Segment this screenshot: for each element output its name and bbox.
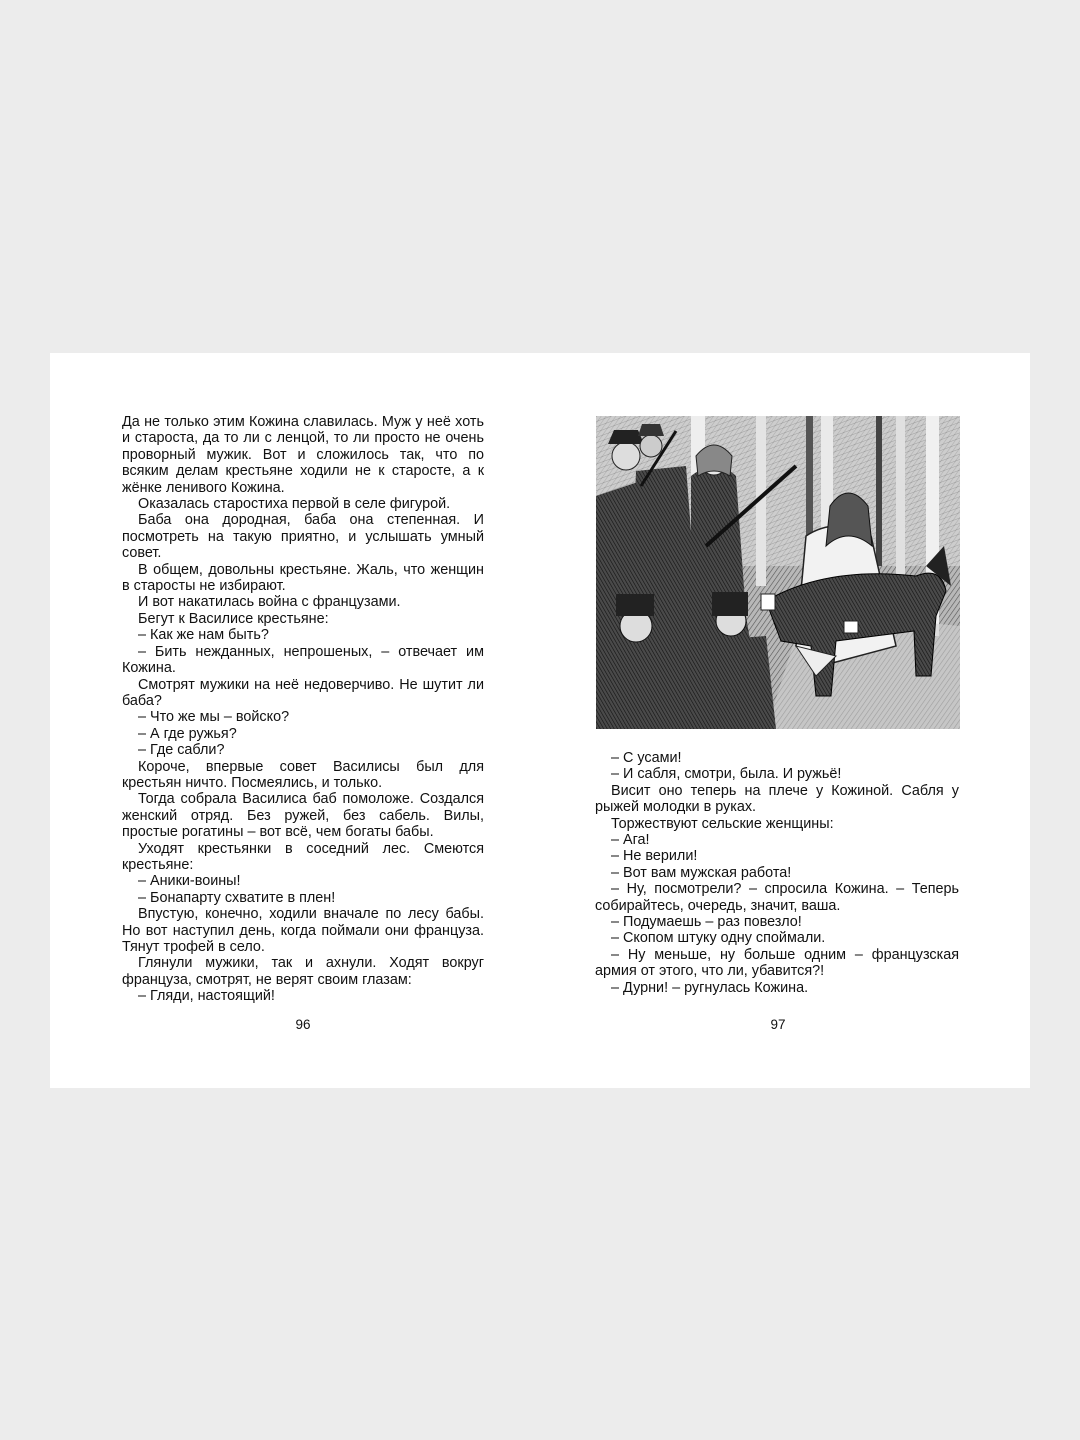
paragraph: Да не только этим Кожина славилась. Муж у неё хоть и староста, да то ли с ленцой, то ли просто не очень проворный мужик. Вот и сложилось так, что по всяким делам крестьяне ходили не к старосте, а к жёнке ленивого Кожина. xyxy=(122,414,484,496)
paragraph: – Бонапарту схватите в плен! xyxy=(138,889,336,906)
paragraph: Торжествуют сельские женщины: xyxy=(611,815,834,832)
paragraph: – Вот вам мужская работа! xyxy=(611,864,792,881)
paragraph: Баба она дородная, баба она степенная. И посмотреть на такую приятно, и услышать умный совет. xyxy=(122,512,484,562)
paragraph: – Гляди, настоящий! xyxy=(138,988,275,1005)
book-spread xyxy=(50,353,1030,1088)
paragraph: – Подумаешь – раз повезло! xyxy=(611,914,802,931)
paragraph: Уходят крестьянки в соседний лес. Смеются крестьяне: xyxy=(122,840,484,873)
paragraph: – Где сабли? xyxy=(138,742,225,759)
left-page-text xyxy=(122,414,484,1005)
paragraph: Тогда собрала Василиса баб помоложе. Создался женский отряд. Без ружей, без сабель. Вилы, простые рогатины – вот всё, чем богаты бабы. xyxy=(122,791,484,841)
paragraph: Висит оно теперь на плече у Кожиной. Сабля у рыжей молодки в руках. xyxy=(595,782,959,816)
paragraph: – Не верили! xyxy=(611,848,698,865)
paragraph: И вот накатилась война с французами. xyxy=(138,594,401,611)
right-page-text xyxy=(595,750,959,996)
paragraph: – Скопом штуку одну споймали. xyxy=(611,930,826,947)
paragraph: Оказалась старостиха первой в селе фигурой. xyxy=(138,496,451,513)
paragraph: – А где ружья? xyxy=(138,725,237,742)
paragraph: Впустую, конечно, ходили вначале по лесу бабы. Но вот наступил день, когда поймали они француза. Тянут трофей в село. xyxy=(122,906,484,955)
paragraph: В общем, довольны крестьяне. Жаль, что женщин в старосты не избирают. xyxy=(122,561,484,595)
paragraph: – Ну, посмотрели? – спросила Кожина. – Теперь собирайтесь, очередь, значит, ваша. xyxy=(595,881,959,914)
page-number-left: 96 xyxy=(295,1017,311,1032)
paragraph: – Что же мы – войско? xyxy=(138,709,290,726)
paragraph: Короче, впервые совет Василисы был для крестьян ничто. Посмеялись, и только. xyxy=(122,758,484,791)
paragraph: – С усами! xyxy=(611,750,682,766)
page-number-right: 97 xyxy=(770,1017,786,1032)
paragraph: – И сабля, смотри, была. И ружьё! xyxy=(611,766,842,783)
paragraph: Бегут к Василисе крестьяне: xyxy=(138,610,329,627)
paragraph: Смотрят мужики на неё недоверчиво. Не шутит ли баба? xyxy=(122,676,484,709)
paragraph: – Ну меньше, ну больше одним – французская армия от этого, что ли, убавится?! xyxy=(595,946,959,980)
paragraph: Глянули мужики, так и ахнули. Ходят вокруг француза, смотрят, не верят своим глазам: xyxy=(122,955,484,988)
paragraph: – Ага! xyxy=(611,832,650,849)
paragraph: – Аники-воины! xyxy=(138,873,241,890)
engraving-image xyxy=(596,416,960,729)
paragraph: – Дурни! – ругнулась Кожина. xyxy=(611,979,809,996)
paragraph: – Бить нежданных, непрошеных, – отвечает им Кожина. xyxy=(122,643,484,677)
paragraph: – Как же нам быть? xyxy=(138,627,269,644)
illustration xyxy=(596,416,960,729)
